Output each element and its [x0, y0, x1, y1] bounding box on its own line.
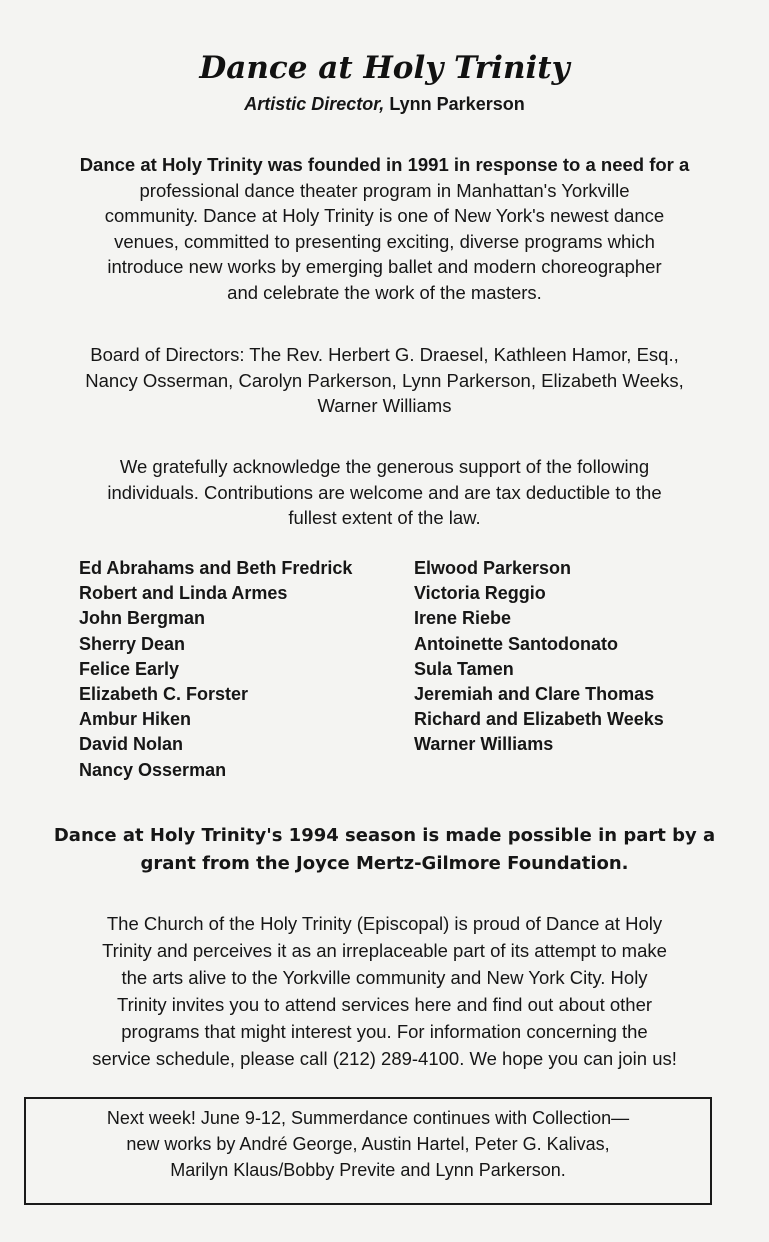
board-of-directors [30, 342, 739, 419]
supporter-name: Elwood Parkerson [414, 558, 572, 578]
supporter-name: Felice Early [79, 658, 180, 679]
grant-line: Dance at Holy Trinity's 1994 season is made possible in part by a [53, 825, 716, 846]
supporter-name: Ambur Hiken [79, 709, 192, 730]
church-line: the arts alive to the Yorkville community and New York City. Holy [121, 967, 648, 988]
director-role: Artistic Director, [244, 94, 385, 114]
intro-line: professional dance theater program in Manhattan's Yorkville [139, 179, 630, 201]
notice-line: Marilyn Klaus/Bobby Previte and Lynn Parkerson. [170, 1160, 566, 1180]
supporter-name: Sherry Dean [79, 633, 186, 654]
supporter-name: Sula Tamen [414, 658, 514, 679]
intro-line: and celebrate the work of the masters. [227, 281, 542, 303]
ack-line: fullest extent of the law. [288, 507, 481, 528]
intro-line: venues, committed to presenting exciting, diverse programs which [114, 230, 655, 252]
board-line: Board of Directors: The Rev. Herbert G. Draesel, Kathleen Hamor, Esq., [90, 344, 679, 365]
intro-line: community. Dance at Holy Trinity is one of New York's newest dance [104, 205, 665, 226]
supporter-name: Antoinette Santodonato [414, 633, 618, 654]
supporter-name: Robert and Linda Armes [79, 583, 288, 604]
supporter-name: Victoria Reggio [414, 583, 546, 604]
next-week-notice-box [24, 1097, 712, 1205]
supporter-name: Warner Williams [414, 734, 554, 755]
acknowledgement-paragraph [30, 454, 739, 531]
page-title: Dance at Holy Trinity [199, 50, 570, 86]
director-name: Lynn Parkerson [389, 94, 525, 114]
grant-line: grant from the Joyce Mertz-Gilmore Foundation. [140, 853, 629, 874]
church-line: Trinity invites you to attend services here and find out about other [116, 994, 653, 1015]
notice-line: new works by André George, Austin Hartel, Peter G. Kalivas, [126, 1134, 610, 1154]
supporter-name: Irene Riebe [414, 608, 512, 629]
intro-line: introduce new works by emerging ballet and modern choreographer [107, 256, 662, 277]
church-line: service schedule, please call (212) 289-4100. We hope you can join us! [92, 1048, 677, 1069]
supporter-name: Ed Abrahams and Beth Fredrick [79, 558, 353, 578]
supporter-name: Richard and Elizabeth Weeks [414, 709, 664, 730]
artistic-director-line [0, 94, 769, 115]
supporters-list-right [414, 556, 664, 758]
board-line: Warner Williams [317, 395, 452, 416]
ack-line: individuals. Contributions are welcome and are tax deductible to the [107, 481, 662, 503]
ack-line: We gratefully acknowledge the generous support of the following [119, 456, 650, 477]
grant-statement [30, 822, 739, 878]
church-line: Trinity and perceives it as an irreplaceable part of its attempt to make [102, 940, 667, 961]
church-line: The Church of the Holy Trinity (Episcopal) is proud of Dance at Holy [106, 913, 663, 934]
board-line: Nancy Osserman, Carolyn Parkerson, Lynn Parkerson, Elizabeth Weeks, [85, 369, 684, 391]
supporters-list-left [79, 556, 352, 783]
supporter-name: David Nolan [79, 734, 184, 755]
intro-line: Dance at Holy Trinity was founded in 1991 in response to a need for a [79, 154, 690, 175]
church-paragraph [30, 910, 739, 1072]
church-line: programs that might interest you. For information concerning the [121, 1021, 648, 1042]
supporter-name: Elizabeth C. Forster [79, 684, 249, 705]
notice-line: Next week! June 9-12, Summerdance continues with Collection— [106, 1108, 630, 1128]
intro-paragraph [30, 152, 739, 305]
supporter-name: Jeremiah and Clare Thomas [414, 684, 655, 705]
supporter-name: John Bergman [79, 608, 206, 629]
supporter-name: Nancy Osserman [79, 759, 227, 780]
